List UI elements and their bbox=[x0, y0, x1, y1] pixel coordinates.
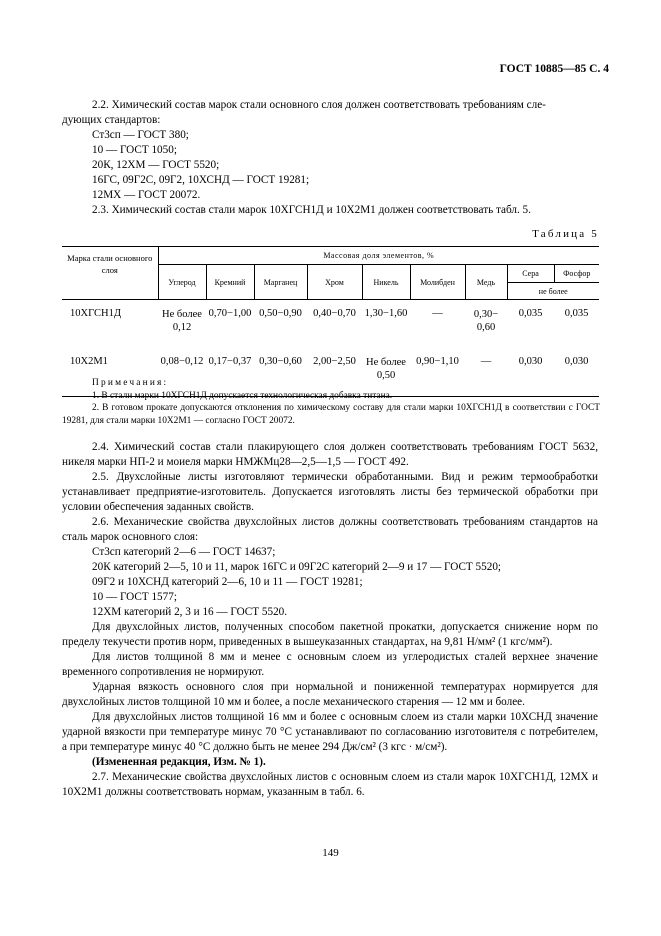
table-cell: 0,30− 0,60 bbox=[465, 300, 507, 349]
table-cell: 0,30−0,60 bbox=[254, 348, 307, 397]
table-cell: 1,30−1,60 bbox=[362, 300, 410, 349]
column-header: Кремний bbox=[206, 265, 254, 300]
section-2-2 bbox=[62, 98, 598, 218]
table-cell: 0,030 bbox=[554, 348, 599, 397]
table-cell: 0,035 bbox=[507, 300, 554, 349]
standard-item: 09Г2 и 10ХСНД категорий 2—6, 10 и 11 — ГОСТ 19281; bbox=[92, 576, 363, 588]
table-cell: 0,030 bbox=[507, 348, 554, 397]
table-cell: Не более 0,50 bbox=[362, 348, 410, 397]
column-header: Никель bbox=[362, 265, 410, 300]
section-2-3: 2.3. Химический состав стали марок 10ХГСН1Д и 10Х2М1 должен соответствовать табл. 5. bbox=[92, 204, 531, 216]
column-header: Сера bbox=[507, 265, 554, 283]
notes bbox=[62, 377, 600, 427]
amendment-note: (Измененная редакция, Изм. № 1). bbox=[92, 756, 266, 768]
note-item: 2. В готовом прокате допускаются отклонения по химическому составу для стали марки 10ХГСН1Д в соответствии с ГОСТ 19281, для стали марки 10Х2М1 — согласно ГОСТ 20072. bbox=[62, 403, 600, 426]
impact-paragraph: Ударная вязкость основного слоя при нормальной и пониженной температурах нормируется для двухслойных листов толщиной 10 мм и более, а после механического старения — 12 мм и более. bbox=[62, 681, 598, 708]
table-cell: Не более 0,12 bbox=[158, 300, 206, 349]
table-cell: 0,40−0,70 bbox=[307, 300, 362, 349]
sub-header: не более bbox=[507, 283, 599, 300]
standard-item: Ст3сп категорий 2—6 — ГОСТ 14637; bbox=[92, 546, 276, 558]
standard-item: 12ХМ категорий 2, 3 и 16 — ГОСТ 5520. bbox=[92, 606, 288, 618]
note-item: 1. В стали марки 10ХГСН1Д допускается технологическая добавка титана. bbox=[92, 390, 393, 401]
column-header: Углерод bbox=[158, 265, 206, 300]
column-header: Хром bbox=[307, 265, 362, 300]
row-grade: 10Х2М1 bbox=[62, 348, 158, 397]
table-5 bbox=[62, 246, 599, 397]
column-header: Фосфор bbox=[554, 265, 599, 283]
standard-item: 20К, 12ХМ — ГОСТ 5520; bbox=[92, 159, 220, 171]
standard-item: 16ГС, 09Г2С, 09Г2, 10ХСНД — ГОСТ 19281; bbox=[92, 174, 310, 186]
standard-item: 12МХ — ГОСТ 20072. bbox=[92, 189, 201, 201]
table-caption: Таблица 5 bbox=[532, 228, 599, 240]
section-2-6: 2.6. Механические свойства двухслойных листов должны соответствовать требованиям стандартов на сталь марок основного слоя: bbox=[62, 516, 598, 543]
section-2-5: 2.5. Двухслойные листы изготовляют термически обработанными. Вид и режим термообработки устанавливает предприятие-изготовитель. Допускается изготовлять листы без термической обработки при условии обеспечения заданных свойств. bbox=[62, 471, 598, 513]
column-header: Марганец bbox=[254, 265, 307, 300]
page-number: 149 bbox=[322, 847, 339, 859]
thin-sheet-paragraph: Для листов толщиной 8 мм и менее с основным слоем из углеродистых сталей верхнее значение временного сопротивления не нормируют. bbox=[62, 651, 598, 678]
table-cell: 0,70−1,00 bbox=[206, 300, 254, 349]
section-2-2-intro: 2.2. Химический состав марок стали основного слоя должен соответствовать требованиям сле- bbox=[92, 99, 546, 111]
group-header: Массовая доля элементов, % bbox=[158, 247, 599, 265]
body-text bbox=[62, 440, 598, 800]
table-cell: 2,00−2,50 bbox=[307, 348, 362, 397]
standard-item: 10 — ГОСТ 1577; bbox=[92, 591, 177, 603]
thick-sheet-paragraph: Для двухслойных листов толщиной 16 мм и более с основным слоем из стали марки 10ХСНД значение ударной вязкости при температуре минус 70 °С устанавливают по согласованию изготовителя с потребителем, а при температуре минус 40 °С должно быть не менее 294 Дж/см² (3 кгс · м/см²). bbox=[62, 711, 598, 753]
standard-item: 10 — ГОСТ 1050; bbox=[92, 144, 177, 156]
notes-title: Примечания: bbox=[92, 378, 169, 388]
table-cell: — bbox=[410, 300, 465, 349]
grade-header: Марка стали основного слоя bbox=[62, 247, 158, 300]
table-cell: 0,17−0,37 bbox=[206, 348, 254, 397]
table-cell: 0,50−0,90 bbox=[254, 300, 307, 349]
table-cell: 0,08−0,12 bbox=[158, 348, 206, 397]
table-cell: 0,90−1,10 bbox=[410, 348, 465, 397]
standard-item: Ст3сп — ГОСТ 380; bbox=[92, 129, 189, 141]
column-header: Молибден bbox=[410, 265, 465, 300]
table-cell: 0,035 bbox=[554, 300, 599, 349]
section-2-2-intro-cont: дующих стандартов: bbox=[62, 114, 161, 126]
row-grade: 10ХГСН1Д bbox=[62, 300, 158, 349]
standard-item: 20К категорий 2—5, 10 и 11, марок 16ГС и 09Г2С категорий 2—9 и 17 — ГОСТ 5520; bbox=[92, 561, 502, 573]
column-header: Медь bbox=[465, 265, 507, 300]
yield-paragraph: Для двухслойных листов, полученных способом пакетной прокатки, допускается снижение норм по пределу текучести против норм, приведенных в вышеуказанных стандартах, на 9,81 Н/мм² (1 кгс/мм²). bbox=[62, 621, 598, 648]
page-header: ГОСТ 10885—85 С. 4 bbox=[499, 63, 609, 75]
table-cell: — bbox=[465, 348, 507, 397]
section-2-7: 2.7. Механические свойства двухслойных листов с основным слоем из стали марок 10ХГСН1Д, 12МХ и 10Х2М1 должны соответствовать нормам, указанным в табл. 6. bbox=[62, 771, 598, 798]
section-2-4: 2.4. Химический состав стали плакирующего слоя должен соответствовать требованиям ГОСТ 5632, никеля марки НП-2 и моиеля марки НМЖМц28—2,5—1,5 — ГОСТ 492. bbox=[62, 441, 598, 468]
